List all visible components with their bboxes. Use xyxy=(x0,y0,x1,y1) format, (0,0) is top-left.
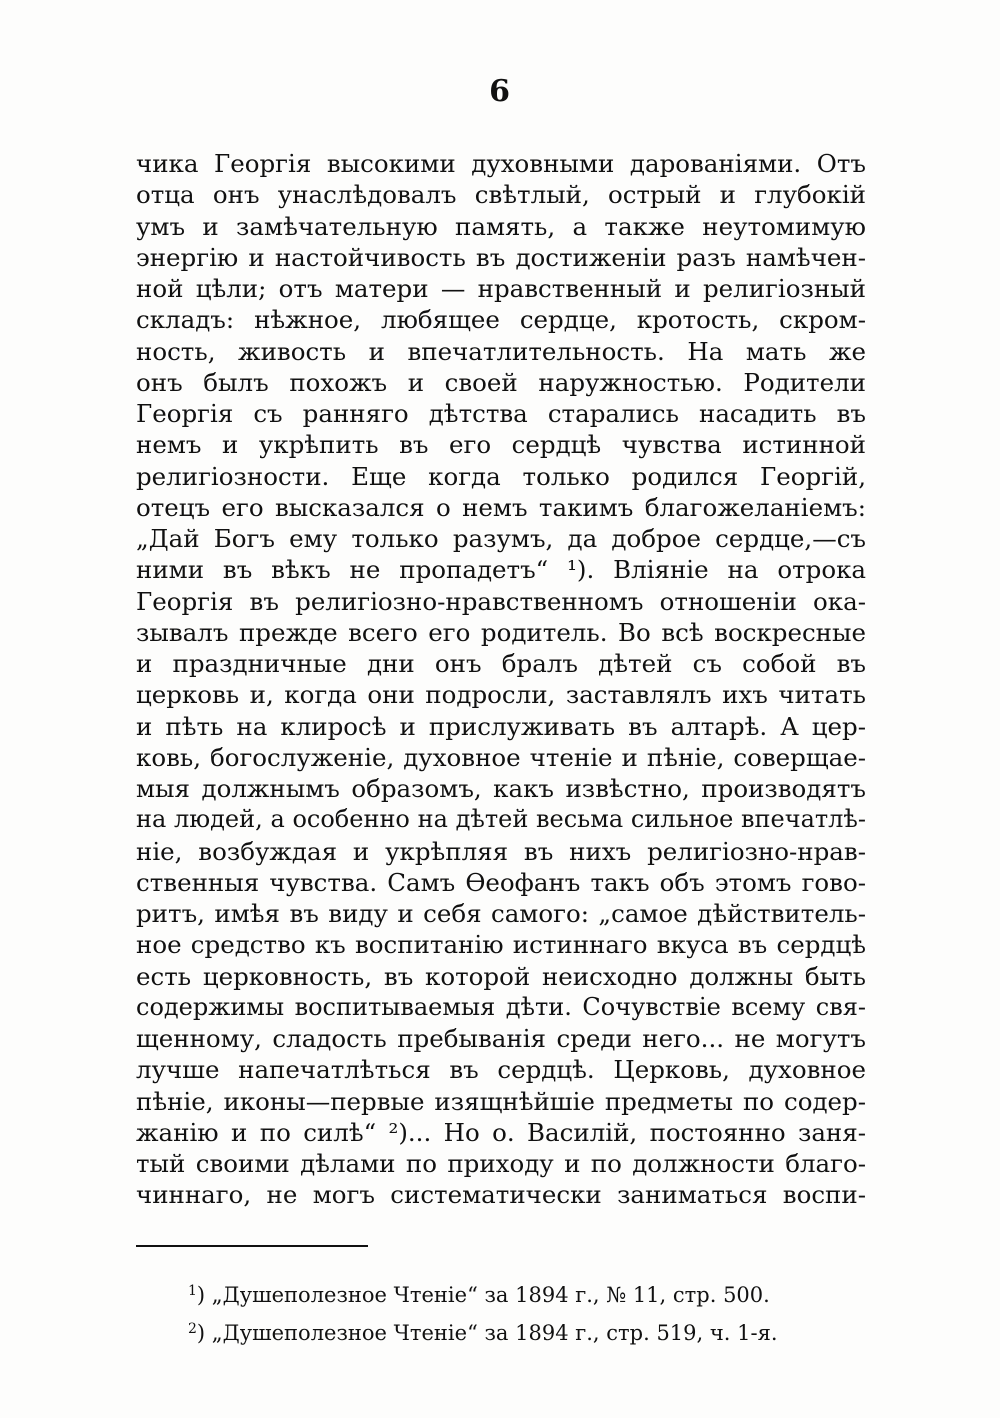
body-text xyxy=(136,148,866,1211)
text-line: „Дай Богъ ему только разумъ, да доброе сердце,—съ xyxy=(136,524,866,553)
footnotes xyxy=(188,1276,848,1352)
text-line: и пѣть на клиросѣ и прислуживать въ алтарѣ. А цер- xyxy=(136,711,866,741)
text-line: онъ былъ похожъ и своей наружностью. Родители xyxy=(136,367,866,397)
footnote-1 xyxy=(188,1276,848,1314)
text-line: чиннаго, не могъ систематически заниматься воспи- xyxy=(136,1180,866,1210)
text-line: складъ: нѣжное, любящее сердце, кротость, скром- xyxy=(136,305,866,335)
footnote-2 xyxy=(188,1314,848,1352)
text-line: религіозности. Еще когда только родился Георгій, xyxy=(136,461,866,491)
text-line: ковь, богослуженіе, духовное чтеніе и пѣніе, соверщае- xyxy=(136,742,866,772)
text-line: и праздничные дни онъ бралъ дѣтей съ собой въ xyxy=(136,649,866,678)
text-line: щенному, сладость пребыванія среди него... не могутъ xyxy=(136,1024,866,1053)
text-line: ной цѣли; отъ матери — нравственный и религіозный xyxy=(136,274,866,303)
footnote-separator xyxy=(136,1245,368,1247)
text-line: церковь и, когда они подросли, заставлялъ ихъ читать xyxy=(136,680,866,710)
text-line: Георгія въ религіозно-нравственномъ отношеніи ока- xyxy=(136,586,866,616)
page-number: 6 xyxy=(489,74,511,109)
text-line: энергію и настойчивость въ достиженіи разъ намѣчен- xyxy=(136,242,866,272)
footnote-marker: 1 xyxy=(188,1283,197,1299)
text-line: на людей, а особенно на дѣтей весьма сильное впечатлѣ- xyxy=(136,805,866,834)
text-line: содержимы воспитываемыя дѣти. Сочувствіе всему свя- xyxy=(136,992,866,1021)
text-line: есть церковность, въ которой неисходно должны быть xyxy=(136,961,866,991)
text-line: умъ и замѣчательную память, а также неутомимую xyxy=(136,211,866,241)
text-line: чика Георгія высокими духовными дарованіями. Отъ xyxy=(136,149,866,178)
text-line: Георгія съ ранняго дѣтства старались насадить въ xyxy=(136,399,866,428)
text-line: ственныя чувства. Самъ Ѳеофанъ такъ объ этомъ гово- xyxy=(136,867,866,897)
text-line: отца онъ унаслѣдовалъ свѣтлый, острый и глубокій xyxy=(136,180,866,210)
footnote-text: ) „Душеполезное Чтеніе“ за 1894 г., № 11, стр. 500. xyxy=(196,1283,770,1307)
text-line: немъ и укрѣпить въ его сердцѣ чувства истинной xyxy=(136,430,866,460)
text-line: зывалъ прежде всего его родитель. Во всѣ воскресные xyxy=(136,617,866,647)
footnote-marker: 2 xyxy=(188,1321,197,1337)
text-line: ритъ, имѣя въ виду и себя самого: „самое дѣйствитель- xyxy=(136,899,866,928)
text-line: ними въ вѣкъ не пропадетъ“ ¹). Вліяніе на отрока xyxy=(136,555,866,585)
text-line: ное средство къ воспитанію истиннаго вкуса въ сердцѣ xyxy=(136,930,866,960)
footnote-text: ) „Душеполезное Чтеніе“ за 1894 г., стр. 519, ч. 1-я. xyxy=(196,1321,778,1345)
text-line: жанію и по силѣ“ ²)... Но о. Василій, постоянно заня- xyxy=(136,1117,866,1147)
text-line: лучше напечатлѣться въ сердцѣ. Церковь, духовное xyxy=(136,1055,866,1085)
text-line: мыя должнымъ образомъ, какъ извѣстно, производятъ xyxy=(136,774,866,803)
text-line: отецъ его высказался о немъ такимъ благожеланіемъ: xyxy=(136,492,866,522)
text-line: ніе, возбуждая и укрѣпляя въ нихъ религіозно-нрав- xyxy=(136,836,866,866)
text-line: тый своими дѣлами по приходу и по должности благо- xyxy=(136,1149,866,1178)
text-line: пѣніе, иконы—первые изящнѣйшіе предметы по содер- xyxy=(136,1086,866,1116)
text-line: ность, живость и впечатлительность. На мать же xyxy=(136,336,866,366)
